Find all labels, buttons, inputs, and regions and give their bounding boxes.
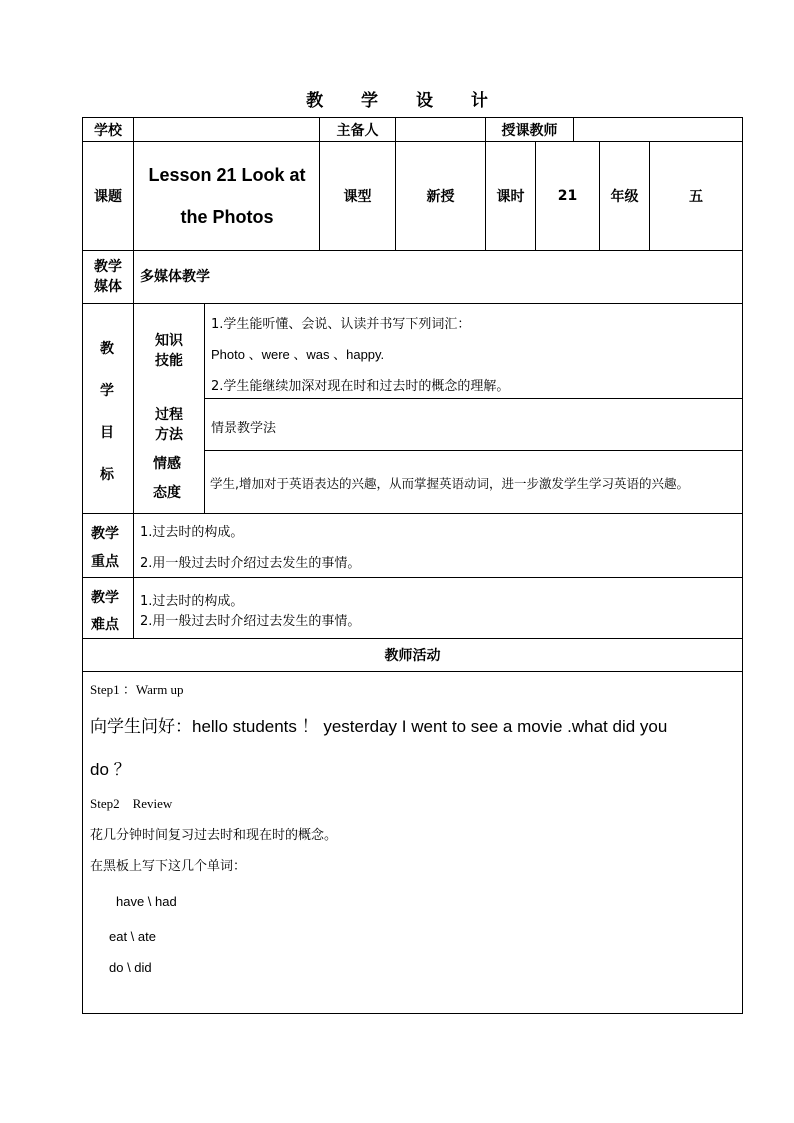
step2-heading: Step2 Review [90, 796, 173, 811]
objectives-label-char: 目 [100, 425, 114, 441]
grade-label: 年级 [610, 189, 639, 205]
emotion-label-1: 情感 [153, 456, 181, 472]
objectives-label-char: 标 [100, 467, 114, 483]
knowledge-line-2: Photo 、were 、was 、happy. [211, 347, 385, 362]
preparer-label: 主备人 [336, 122, 379, 139]
difficulty-line: 2.用一般过去时介绍过去发生的事情。 [140, 614, 361, 629]
teacher-value [574, 118, 742, 141]
type-value: 新授 [426, 189, 455, 205]
period-value: 21 [557, 188, 578, 204]
greeting-line-1: 向学生问好：hello students ！ yesterday I went to see a movie .what did you [90, 717, 668, 736]
word-pair: have \ had [116, 894, 177, 909]
page-title: 教 学 设 计 [306, 91, 504, 111]
teacher-label: 授课教师 [501, 122, 558, 139]
difficulty-line: 1.过去时的构成。 [140, 594, 244, 609]
review-line-1: 花几分钟时间复习过去时和现在时的概念。 [90, 828, 338, 843]
topic-label: 课题 [94, 189, 122, 205]
objectives-label-char: 教 [100, 341, 114, 357]
activities-header: 教师活动 [384, 648, 441, 664]
process-value: 情景教学法 [211, 421, 277, 436]
media-value: 多媒体教学 [140, 269, 210, 285]
key-point-line: 1.过去时的构成。 [140, 525, 244, 540]
step1-heading: Step1 ：Warm up [90, 682, 184, 697]
word-pair: eat \ ate [109, 929, 156, 944]
greeting-line-2: do ？ [90, 760, 131, 779]
topic-value: Lesson 21 Look at the Photos [148, 165, 306, 227]
knowledge-label: 知识技能 [155, 333, 183, 369]
difficulties-label-1: 教学 [91, 590, 119, 606]
word-pair: do \ did [109, 960, 152, 975]
knowledge-line-1: 1.学生能听懂、会说、认读并书写下列词汇： [211, 317, 471, 332]
media-label: 教学媒体 [94, 259, 122, 295]
key-point-line: 2.用一般过去时介绍过去发生的事情。 [140, 556, 361, 571]
emotion-label-2: 态度 [153, 485, 181, 501]
period-label: 课时 [496, 189, 525, 205]
key-points-label-1: 教学 [91, 526, 119, 542]
preparer-value [396, 118, 485, 141]
emotion-value: 学生,增加对于英语表达的兴趣，从而掌握英语动词，进一步激发学生学习英语的兴趣。 [210, 476, 689, 491]
key-points-label-2: 重点 [91, 554, 119, 570]
school-label: 学校 [94, 122, 122, 139]
process-label: 过程方法 [155, 406, 183, 443]
grade-value: 五 [689, 189, 703, 205]
school-value [134, 118, 319, 141]
type-label: 课型 [343, 189, 372, 205]
objectives-label-char: 学 [100, 383, 114, 399]
difficulties-label-2: 难点 [91, 617, 119, 633]
knowledge-line-3: 2.学生能继续加深对现在时和过去时的概念的理解。 [211, 379, 510, 394]
review-line-2: 在黑板上写下这几个单词： [90, 859, 247, 874]
